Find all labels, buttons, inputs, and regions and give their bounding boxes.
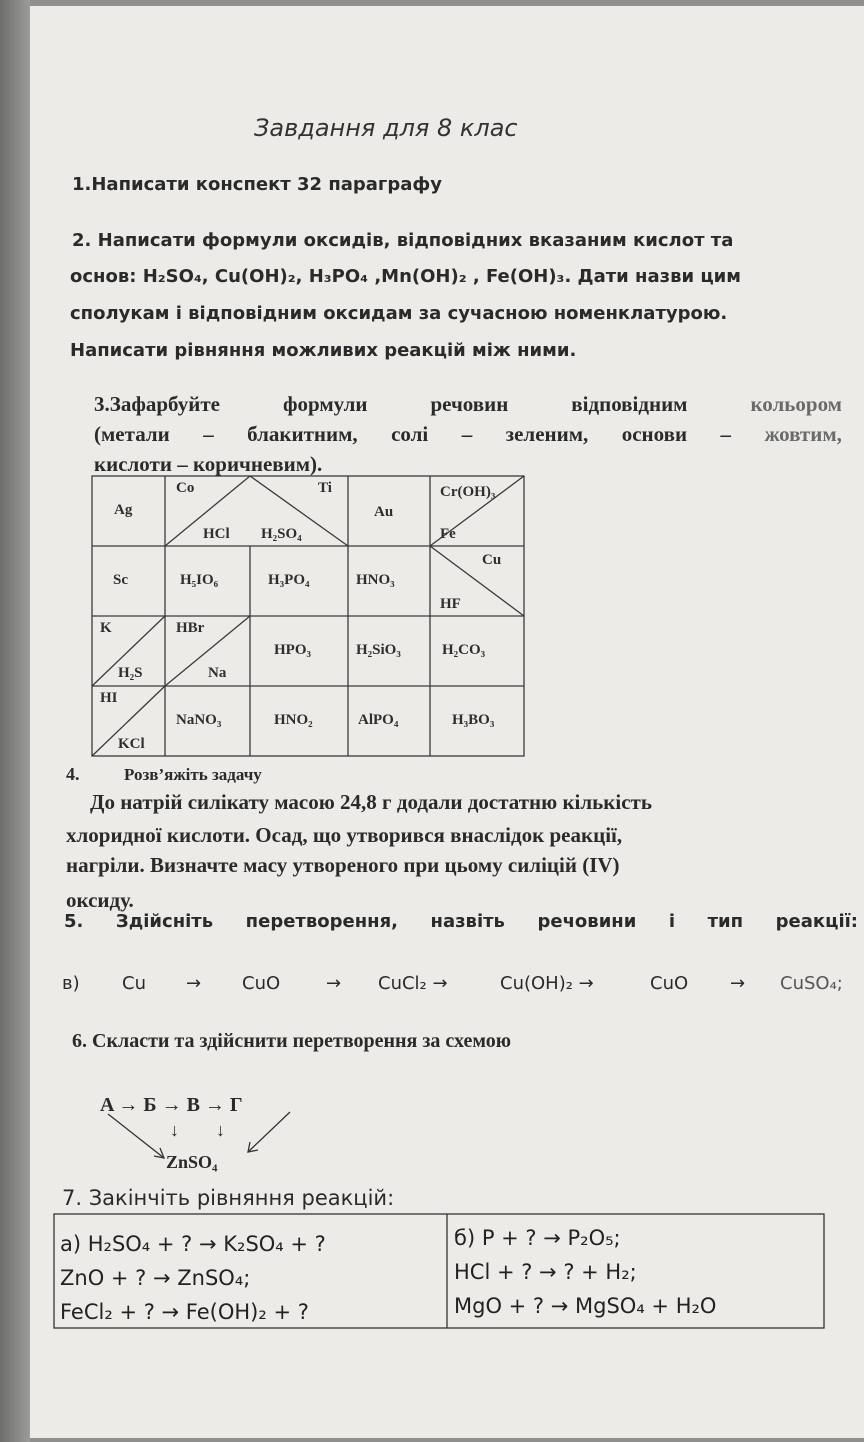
task4-line1: До натрій силікату масою 24,8 г додали достатню кількість (90, 790, 652, 814)
task7-right-eq3: MgO + ? → MgSO₄ + H₂O (454, 1294, 717, 1318)
task7-heading: 7. Закінчіть рівняння реакцій: (62, 1186, 395, 1210)
task3-word: жовтим, (764, 422, 842, 446)
task6-scheme-top: A → Б → B → Г (100, 1094, 243, 1116)
task5-chain-item: CuO (242, 973, 281, 994)
cell-h3bo3: H₃BO₃ (452, 712, 495, 728)
cell-hpo3: HPO₃ (274, 642, 311, 658)
task5-chain-item: CuO (650, 973, 689, 994)
cell-ag: Ag (114, 502, 133, 518)
task3-word: зеленим, (505, 422, 589, 446)
task7-right-eq2: HCl + ? → ? + H₂; (454, 1260, 637, 1284)
task4-number: 4. (66, 764, 80, 784)
task3-word: – (461, 422, 473, 446)
cell-h2so4: H₂SO₄ (261, 526, 302, 542)
cell-fe: Fe (440, 526, 456, 542)
task4-line3: нагріли. Визначте масу утвореного при цьому силіцій (IV) (66, 853, 620, 877)
task5-word: назвіть (430, 911, 505, 932)
task6-heading: 6. Скласти та здійснити перетворення за схемою (72, 1030, 512, 1052)
task2-line1: 2. Написати формули оксидів, відповідних вказаним кислот та (72, 230, 734, 251)
cell-h2sio3: H₂SiO₃ (356, 642, 401, 658)
task3-word: – (203, 422, 214, 446)
cell-co: Co (176, 480, 195, 496)
task5-chain-item: CuCl₂ → (378, 973, 448, 994)
task3-word: солі (391, 422, 429, 446)
cell-h2co3: H₂CO₃ (442, 642, 486, 658)
task5-word: речовини (537, 911, 637, 932)
task4-heading: Розв’яжіть задачу (124, 765, 262, 784)
task5-word: Здійсніть (115, 911, 214, 932)
task7-left-eq3: FeCl₂ + ? → Fe(OH)₂ + ? (60, 1300, 309, 1324)
task5-word: реакції: (775, 911, 858, 932)
task3-line3: кислоти – коричневим). (94, 452, 323, 476)
cell-h5io6: H₅IO₆ (180, 572, 219, 588)
cell-cu: Cu (482, 552, 502, 568)
task7-left-eq2: ZnO + ? → ZnSO₄; (60, 1266, 251, 1290)
task2-line2: основ: H₂SO₄, Cu(OH)₂, H₃PO₄ ,Mn(OH)₂ , Fe(OH)₃. Дати назви цим (70, 266, 742, 287)
task5-chain-arrow: → (186, 973, 202, 994)
cell-au: Au (374, 504, 394, 520)
cell-na: Na (208, 665, 227, 681)
task5-chain-arrow: → (730, 973, 746, 994)
task3-word: основи (621, 422, 688, 446)
cell-h3po4: H₃PO₄ (268, 572, 310, 588)
task6-arrow-down: ↓ (216, 1120, 225, 1140)
task7-right-eq1: б) P + ? → P₂O₅; (454, 1226, 621, 1250)
cell-hno3: HNO₃ (356, 572, 395, 588)
task3-word: відповідним (571, 392, 688, 416)
cell-hno2: HNO₂ (274, 712, 313, 728)
cell-sc: Sc (113, 572, 128, 588)
task4-line2: хлоридної кислоти. Осад, що утворився внаслідок реакції, (66, 823, 623, 847)
cell-hi: HI (100, 690, 118, 706)
task5-chain-item: Cu (122, 973, 146, 994)
task4-line4: оксиду. (66, 888, 134, 912)
cell-hf: HF (440, 596, 461, 612)
task3-word: речовин (430, 392, 509, 416)
task3-word: кольором (750, 392, 842, 416)
cell-ti: Ti (318, 480, 332, 496)
task7-left-eq1: а) H₂SO₄ + ? → K₂SO₄ + ? (60, 1232, 326, 1256)
task5-chain-item: Cu(OH)₂ → (500, 973, 594, 994)
task6-arrow-down: ↓ (170, 1120, 179, 1140)
cell-kcl: KCl (118, 736, 145, 752)
task5-word: перетворення, (245, 911, 398, 932)
task5-chain-arrow: → (326, 973, 342, 994)
cell-alpo4: AlPO₄ (358, 712, 399, 728)
cell-croh3: Cr(OH)₃ (440, 484, 496, 500)
cell-hbr: HBr (176, 620, 205, 636)
page-title: Завдання для 8 клас (254, 114, 518, 142)
task1-text: 1.Написати конспект 32 параграфу (72, 174, 442, 195)
task5-word: і (668, 911, 676, 932)
task3-word: блакитним, (247, 422, 358, 446)
cell-k: K (100, 620, 112, 636)
task2-line4: Написати рівняння можливих реакцій між ними. (70, 340, 577, 361)
cell-hcl: HCl (203, 526, 230, 542)
task3-word: – (720, 422, 731, 446)
task5-chain-label: в) (62, 973, 80, 994)
task3-word: формули (282, 392, 368, 416)
cell-nano3: NaNO₃ (176, 712, 222, 728)
task6-product: ZnSO₄ (166, 1152, 218, 1172)
task2-line3: сполукам і відповідним оксидам за сучасною номенклатурою. (70, 303, 728, 324)
task3-word: 3.Зафарбуйте (94, 392, 220, 416)
task5-chain-item: CuSO₄; (780, 973, 843, 994)
task3-word: (метали (94, 422, 170, 446)
task5-word: 5. (64, 911, 84, 932)
task5-word: тип (707, 911, 744, 932)
cell-h2s: H₂S (118, 665, 143, 681)
